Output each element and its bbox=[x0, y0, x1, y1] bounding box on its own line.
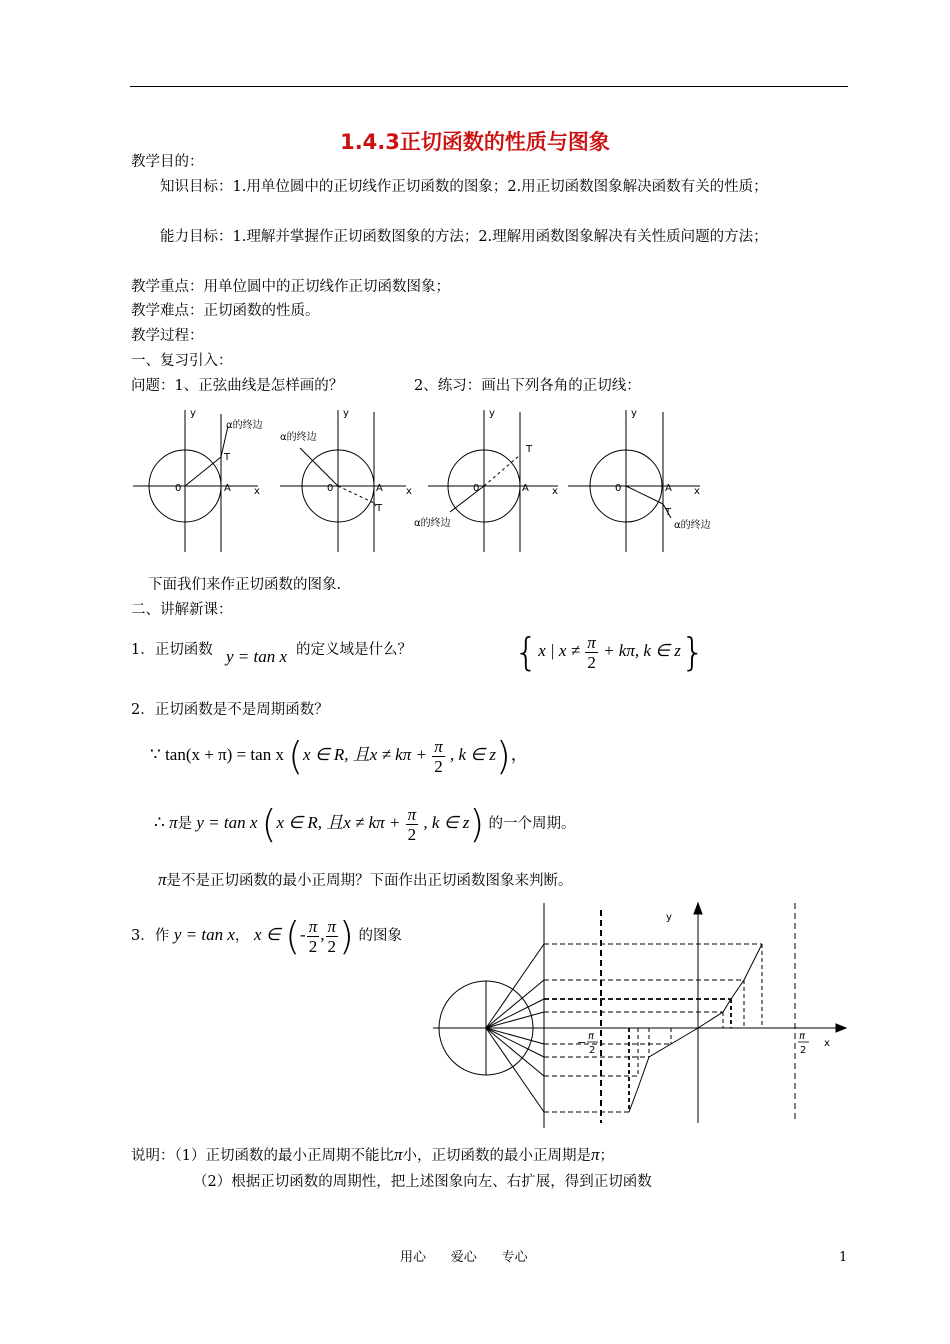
q3-x-in: x ∈ bbox=[254, 924, 281, 944]
q3-two-1: 2 bbox=[308, 936, 318, 956]
q3-pi-2: π bbox=[327, 916, 337, 936]
condition-right: , k ∈ z bbox=[449, 744, 496, 764]
q3-two-2: 2 bbox=[327, 936, 337, 956]
fig1-y-label: y bbox=[190, 408, 196, 419]
fig3-a-label: A bbox=[522, 483, 529, 494]
tangent-line-figures bbox=[128, 400, 768, 560]
min-period-question bbox=[158, 871, 573, 890]
fig2-a-label: A bbox=[376, 483, 383, 494]
graph-neg-pi: π bbox=[588, 1031, 595, 1042]
therefore-cond-right: , k ∈ z bbox=[423, 812, 470, 832]
eq-two: 2 bbox=[434, 756, 443, 776]
fig1-t-label: T bbox=[224, 452, 231, 463]
note1-b: 小，正切函数的最小正周期是 bbox=[402, 1148, 592, 1164]
fig4-y-label: y bbox=[631, 408, 637, 419]
fig3-t-label: T bbox=[526, 444, 533, 455]
q1-prefix: 1．正切函数 bbox=[131, 642, 213, 658]
fig2-origin-label: 0 bbox=[327, 483, 334, 494]
knowledge-goal: 知识目标：1.用单位圆中的正切线作正切函数的图象；2.用正切函数图象解决函数有关的性质； bbox=[160, 179, 768, 195]
therefore-line: ∴ π是 y = tan x (x ∈ R, 且x ≠ kπ + $\frac{\pi}{2}$ , k ∈ z) 的一个周期。 bbox=[154, 802, 576, 846]
note-1 bbox=[131, 1146, 614, 1165]
fig4-origin-label: 0 bbox=[615, 483, 622, 494]
q1-two: 2 bbox=[587, 652, 596, 672]
graph-neg-minus: − bbox=[577, 1036, 587, 1049]
q1-pi: π bbox=[587, 632, 596, 652]
therefore-cond-left: x ∈ R, 且x ≠ kπ + bbox=[276, 812, 401, 832]
q3-line: 3．作 y = tan x， x ∈ (- $\frac{\pi}{2}$ , $\frac{\pi}{2}$ ) 的图象 bbox=[131, 914, 402, 958]
q2: 2．正切函数是不是周期函数？ bbox=[131, 702, 329, 718]
fig2-t-label: T bbox=[376, 503, 383, 514]
therefore-symbol: ∴ bbox=[154, 812, 165, 832]
fig4-t-label: T bbox=[665, 507, 672, 518]
equation-left: tan(x + π) = tan x bbox=[165, 744, 284, 764]
aims-heading: 教学目的： bbox=[131, 154, 204, 170]
therefore-frac-pi: π bbox=[407, 804, 417, 824]
fig1-terminal-label: α的终边 bbox=[226, 420, 263, 431]
fig2-x-label: x bbox=[406, 486, 412, 497]
top-rule bbox=[130, 86, 848, 87]
graph-pos-two: 2 bbox=[800, 1045, 807, 1056]
fig3-x-label: x bbox=[552, 486, 558, 497]
section-2-heading: 二、讲解新课： bbox=[131, 602, 233, 618]
process-heading: 教学过程： bbox=[131, 328, 204, 344]
page-number: 1 bbox=[839, 1250, 848, 1265]
note1-pi-a: π bbox=[393, 1145, 403, 1164]
since-symbol: ∵ bbox=[150, 744, 161, 764]
min-pi: π bbox=[158, 870, 167, 889]
periodicity-equation: ∵ tan(x + π) = tan x (x ∈ R, 且x ≠ kπ + $\frac{\pi}{2}$ , k ∈ z)， bbox=[150, 734, 528, 778]
q3-suffix: 的图象 bbox=[358, 927, 402, 944]
key-point: 教学重点：用单位圆中的正切线作正切函数图象； bbox=[131, 279, 450, 295]
therefore-pi: π bbox=[169, 812, 178, 832]
therefore-frac-two: 2 bbox=[407, 824, 417, 844]
difficulty: 教学难点：正切函数的性质。 bbox=[131, 303, 320, 319]
therefore-func: y = tan x bbox=[196, 812, 258, 832]
note1-c: ； bbox=[599, 1148, 615, 1164]
fig3-terminal-label: α的终边 bbox=[414, 518, 451, 529]
fig4-x-label: x bbox=[694, 486, 700, 497]
graph-neg-two: 2 bbox=[589, 1045, 596, 1056]
q3-comma: ， bbox=[234, 927, 250, 944]
eq-comma: ， bbox=[510, 744, 528, 764]
fig1-a-label: A bbox=[224, 483, 231, 494]
graph-pos-pi: π bbox=[799, 1031, 806, 1042]
graph-x-label: x bbox=[824, 1038, 830, 1049]
note1-a: 说明：（1）正切函数的最小正周期不能比 bbox=[131, 1148, 394, 1164]
practice-line: 2、练习：画出下列各角的正切线： bbox=[414, 378, 641, 394]
q3-func: y = tan x bbox=[173, 924, 235, 944]
fig3-y-label: y bbox=[489, 408, 495, 419]
condition-left: x ∈ R, 且x ≠ kπ + bbox=[303, 744, 427, 764]
q3-minus: - bbox=[300, 924, 306, 944]
fig4-a-label: A bbox=[665, 483, 672, 494]
question-line: 问题：1、正弦曲线是怎样画的？ bbox=[131, 378, 344, 394]
fig2-terminal-label: α的终边 bbox=[280, 432, 317, 443]
fig3-origin-label: 0 bbox=[473, 483, 480, 494]
q1-suffix: 的定义域是什么？ bbox=[296, 642, 412, 658]
fig2-y-label: y bbox=[343, 408, 349, 419]
q3-prefix: 3．作 bbox=[131, 927, 170, 944]
tangent-graph bbox=[428, 898, 853, 1136]
note1-pi-b: π bbox=[591, 1145, 600, 1164]
ability-goal: 能力目标：1.理解并掌握作正切函数图象的方法；2.理解用函数图象解决有关性质问题的方法； bbox=[160, 229, 768, 245]
next-line: 下面我们来作正切函数的图象. bbox=[148, 577, 342, 593]
fig1-origin-label: 0 bbox=[175, 483, 182, 494]
q1-function: y = tan x bbox=[226, 647, 288, 666]
min-question-text: 是不是正切函数的最小正周期？下面作出正切函数图象来判断。 bbox=[166, 873, 573, 889]
fig4-terminal-label: α的终边 bbox=[674, 520, 711, 531]
eq-pi: π bbox=[434, 736, 443, 756]
is-word: 是 bbox=[177, 815, 193, 832]
graph-y-label: y bbox=[666, 912, 672, 923]
note-2: （2）根据正切函数的周期性，把上述图象向左、右扩展，得到正切函数 bbox=[193, 1174, 652, 1190]
section-1-heading: 一、复习引入： bbox=[131, 353, 233, 369]
q1-answer: {x | x ≠ $\frac{\pi}{2}$ + kπ, k ∈ z} bbox=[514, 630, 706, 674]
footer: 用心 爱心 专心 bbox=[400, 1250, 528, 1265]
q1-answer-right: + kπ, k ∈ z bbox=[603, 640, 681, 660]
q1-answer-left: x | x ≠ bbox=[538, 640, 581, 660]
q3-pi-1: π bbox=[308, 916, 318, 936]
fig1-x-label: x bbox=[254, 486, 260, 497]
one-period: 的一个周期。 bbox=[488, 815, 576, 832]
page-title: 1.4.3正切函数的性质与图象 bbox=[340, 130, 610, 154]
